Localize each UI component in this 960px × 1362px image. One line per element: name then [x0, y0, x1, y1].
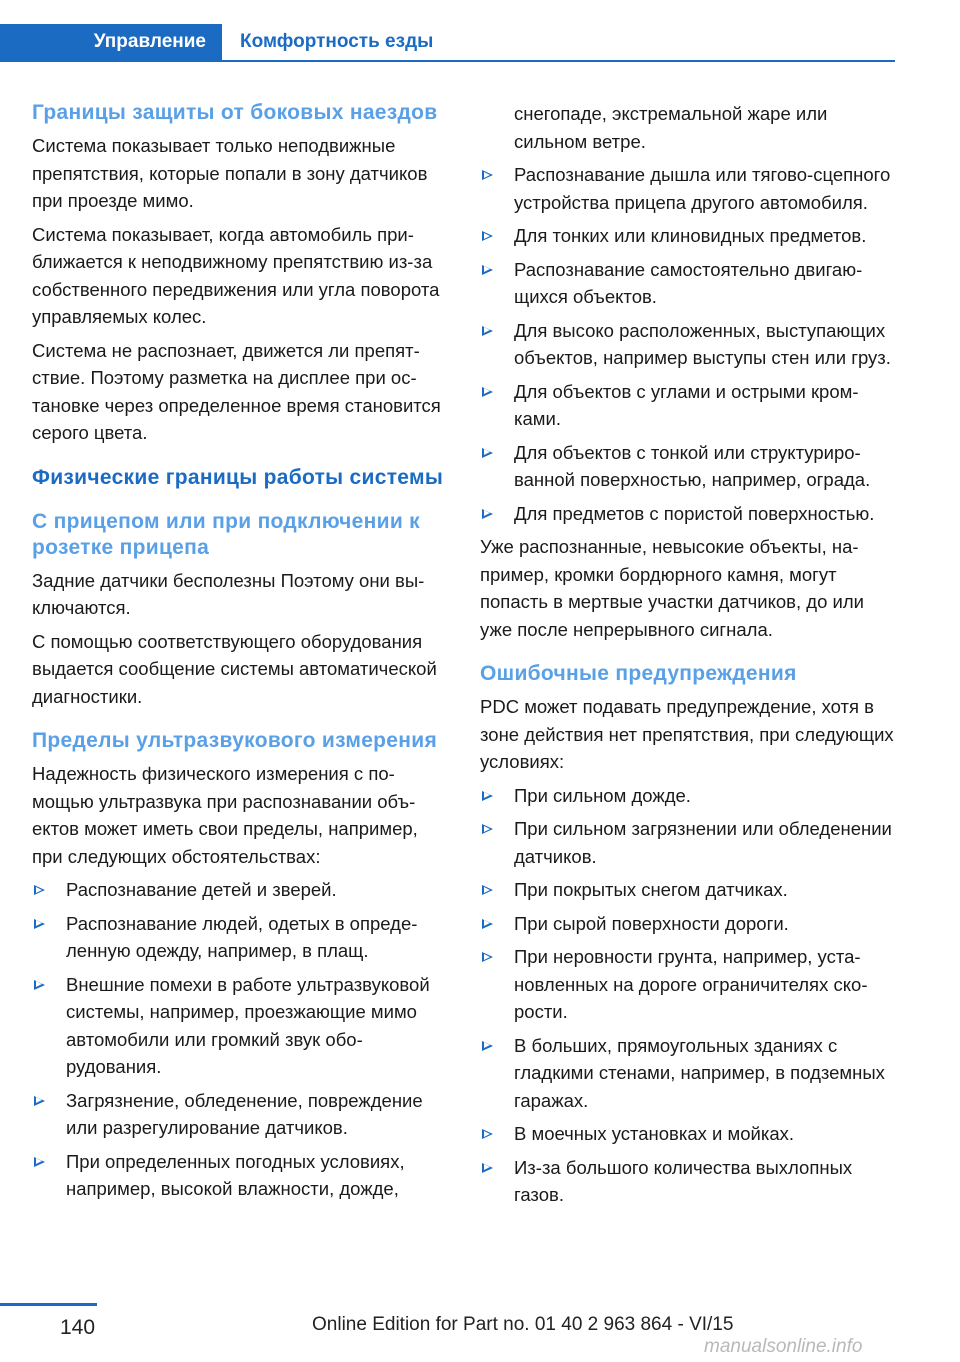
section-title: Пределы ультразвукового измерения [32, 729, 438, 752]
list-item: Распознавание дышла или тягово-сцепного устройства прицепа другого автомобиля. [480, 161, 896, 216]
section-false-warnings [480, 661, 896, 1209]
triangle-bullet-icon [482, 326, 493, 336]
list-item: Для высоко расположенных, выступающих объектов, например выступы стен или груз. [480, 317, 896, 372]
list-item: Для предметов с пористой поверхностью. [480, 500, 896, 528]
bullet-list [480, 161, 896, 527]
paragraph: С помощью соответствующего оборудования выдается сообщение системы автоматической диагностики. [32, 630, 437, 707]
triangle-bullet-icon [482, 265, 493, 275]
list-item: При определенных погодных условиях, например, высокой влажности, дожде, [32, 1148, 448, 1203]
header-tab-controls[interactable]: Управление [0, 24, 222, 60]
triangle-bullet-icon [482, 1041, 493, 1051]
list-item: В больших, прямоугольных зданиях с гладкими стенами, например, в подземных гаражах. [480, 1032, 896, 1115]
section-trailer [32, 509, 448, 711]
paragraph: Система показывает только неподвижные препятствия, которые попали в зону датчиков при проезде мимо. [32, 135, 428, 211]
paragraph: Задние датчики бесполезны Поэтому они выключаются. [32, 569, 425, 618]
triangle-bullet-icon [34, 919, 45, 929]
triangle-bullet-icon [482, 509, 493, 519]
triangle-bullet-icon [482, 1163, 493, 1173]
list-item: При сильном загрязнении или обледенении датчиков. [480, 815, 896, 870]
triangle-bullet-icon [482, 791, 493, 801]
header-divider [0, 60, 895, 62]
paragraph: PDC может подавать предупреждение, хотя в зоне действия нет препятствия, при следующих условиях: [480, 696, 894, 772]
triangle-bullet-icon [482, 448, 493, 458]
right-column [480, 100, 896, 1227]
list-item: Для объектов с тонкой или структурированной поверхностью, например, ограда. [480, 439, 896, 494]
section-side-protection [32, 100, 448, 447]
list-item: Распознавание самостоятельно двигающихся объектов. [480, 256, 896, 311]
triangle-bullet-icon [482, 885, 493, 895]
list-item: Для тонких или клиновидных предметов. [480, 222, 896, 250]
list-item: При сильном дожде. [480, 782, 896, 810]
triangle-bullet-icon [34, 885, 45, 895]
paragraph: Система показывает, когда автомобиль приближается к неподвижному препятствию из-за собственного передвижения или угла поворота управляемых колес. [32, 223, 440, 327]
triangle-bullet-icon [482, 387, 493, 397]
footer-divider [0, 1303, 97, 1306]
left-column [32, 100, 448, 1221]
paragraph: Надежность физического измерения с помощью ультразвука при распознавании объектов может иметь свои пределы, например, при следующих обстоятельствах: [32, 763, 418, 867]
triangle-bullet-icon [34, 1096, 45, 1106]
triangle-bullet-icon [482, 170, 493, 180]
list-item: При неровности грунта, например, установленных на дороге ограничителях скорости. [480, 943, 896, 1026]
section-title: С прицепом или при подключении к розетке прицепа [32, 509, 420, 559]
triangle-bullet-icon [34, 980, 45, 990]
paragraph: Система не распознает, движется ли препятствие. Поэтому разметка на дисплее при остановке через определенное время становится серого цвета. [32, 339, 441, 443]
section-title: Границы защиты от боковых наездов [32, 101, 438, 124]
list-item: Для объектов с углами и острыми кромками. [480, 378, 896, 433]
list-item: Внешние помехи в работе ультразвуковой системы, например, проезжающие мимо автомобили или громкий звук оборудования. [32, 971, 448, 1081]
triangle-bullet-icon [482, 919, 493, 929]
edition-text: Online Edition for Part no. 01 40 2 963 864 - VI/15 [312, 1314, 734, 1335]
list-item: При покрытых снегом датчиках. [480, 876, 896, 904]
list-item: Из-за большого количества выхлопных газов. [480, 1154, 896, 1209]
list-item: Распознавание людей, одетых в определенную одежду, например, в плащ. [32, 910, 448, 965]
list-item-continuation: снегопаде, экстремальной жаре или сильном ветре. [514, 103, 828, 152]
list-item: Распознавание детей и зверей. [32, 876, 448, 904]
triangle-bullet-icon [482, 952, 493, 962]
list-item: В моечных установках и мойках. [480, 1120, 896, 1148]
bullet-list [32, 876, 448, 1203]
bullet-list [480, 782, 896, 1209]
list-item: Загрязнение, обледенение, повреждение или разрегулирование датчиков. [32, 1087, 448, 1142]
triangle-bullet-icon [482, 1129, 493, 1139]
section-title: Ошибочные предупреждения [480, 662, 797, 685]
paragraph: Уже распознанные, невысокие объекты, например, кромки бордюрного камня, могут попасть в мертвые участки датчиков, до или уже после непрерывного сигнала. [480, 536, 864, 640]
list-item: При сырой поверхности дороги. [480, 910, 896, 938]
section-title: Физические границы работы системы [32, 465, 444, 489]
triangle-bullet-icon [34, 1157, 45, 1167]
section-physical-limits [32, 465, 448, 491]
page-header [0, 24, 960, 64]
triangle-bullet-icon [482, 824, 493, 834]
section-ultrasonic-limits [32, 728, 448, 1203]
watermark: manualsonline.info [704, 1336, 863, 1357]
triangle-bullet-icon [482, 231, 493, 241]
page-number: 140 [60, 1316, 96, 1339]
header-tab-driving-comfort[interactable]: Комфортность езды [240, 31, 434, 52]
